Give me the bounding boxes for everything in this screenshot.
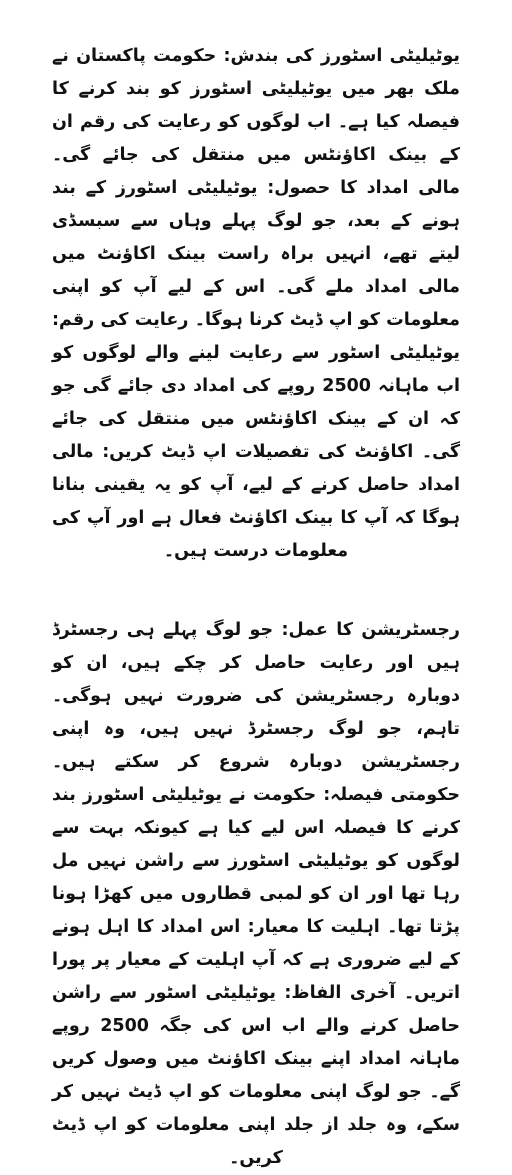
paragraph-utility-stores-closure: یوٹیلیٹی اسٹورز کی بندش: حکومت پاکستان نے ملک بھر میں یوٹیلیٹی اسٹورز کو بند کرنے کا فیصلہ کیا ہے۔ اب لوگوں کو رعایت کی رقم ان کے بینک اکاؤنٹس میں منتقل کی جائے گی۔ مالی امداد کا حصول: یوٹیلیٹی اسٹورز کے بند ہونے کے بعد، جو لوگ پہلے وہاں سے سبسڈی لیتے تھے، انہیں براہ راست بینک اکاؤنٹ میں مالی امداد ملے گی۔ اس کے لیے آپ کو اپنی معلومات کو اپ ڈیٹ کرنا ہوگا۔ رعایت کی رقم: یوٹیلیٹی اسٹور سے رعایت لینے والے لوگوں کو اب ماہانہ 2500 روپے کی امداد دی جائے گی جو کہ ان کے بینک اکاؤنٹس میں منتقل کی جائے گی۔ اکاؤنٹ کی تفصیلات اپ ڈیٹ کریں: مالی امداد حاصل کرنے کے لیے، آپ کو یہ یقینی بنانا ہوگا کہ آپ کا بینک اکاؤنٹ فعال ہے اور آپ کی معلومات درست ہیں۔: [52, 46, 460, 561]
paragraph-registration-process: رجسٹریشن کا عمل: جو لوگ پہلے ہی رجسٹرڈ ہیں اور رعایت حاصل کر چکے ہیں، ان کو دوبارہ رجسٹریشن کی ضرورت نہیں ہوگی۔ تاہم، جو لوگ رجسٹرڈ نہیں ہیں، وہ اپنی رجسٹریشن دوبارہ شروع کر سکتے ہیں۔ حکومتی فیصلہ: حکومت نے یوٹیلیٹی اسٹورز بند کرنے کا فیصلہ اس لیے کیا ہے کیونکہ بہت سے لوگوں کو یوٹیلیٹی اسٹورز سے راشن نہیں مل رہا تھا اور ان کو لمبی قطاروں میں کھڑا ہونا پڑتا تھا۔ اہلیت کا معیار: اس امداد کا اہل ہونے کے لیے ضروری ہے کہ آپ اہلیت کے معیار پر پورا اتریں۔ آخری الفاظ: یوٹیلیٹی اسٹور سے راشن حاصل کرنے والے اب اس کی جگہ 2500 روپے ماہانہ امداد اپنے بینک اکاؤنٹ میں وصول کریں گے۔ جو لوگ اپنی معلومات کو اپ ڈیٹ نہیں کر سکے، وہ جلد از جلد اپنی معلومات کو اپ ڈیٹ کریں۔: [52, 620, 461, 1168]
